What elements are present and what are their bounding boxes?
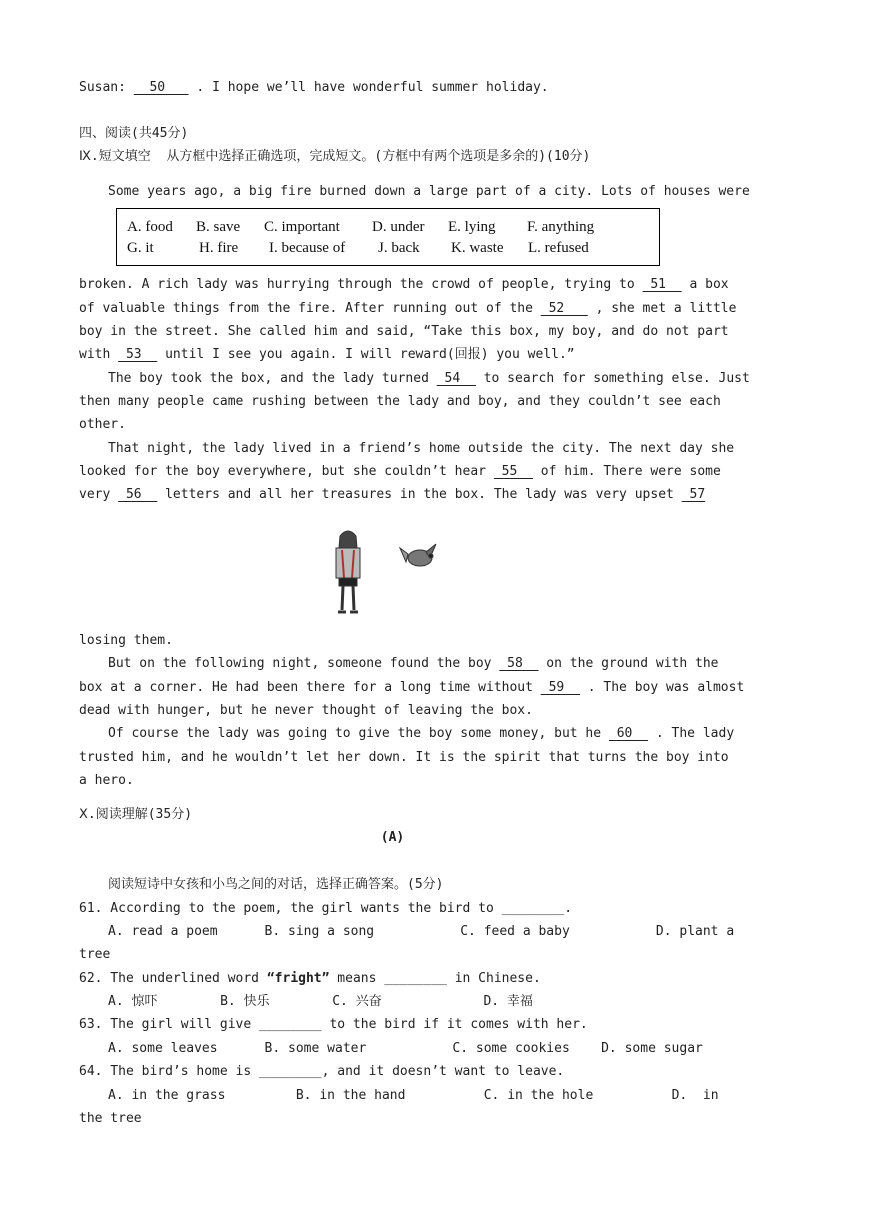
bird-icon xyxy=(400,544,436,566)
options-64: A. in the grass B. in the hand C. in the hole D. in xyxy=(108,1088,719,1103)
option: F. anything xyxy=(527,219,595,235)
girl-and-bird-illustration xyxy=(322,526,446,626)
blank-51: 51 xyxy=(642,277,682,292)
passage-line-1: Some years ago, a big fire burned down a large part of a city. Lots of houses were xyxy=(108,184,750,199)
passage-line: boy in the street. She called him and said, “Take this box, my boy, and do not part xyxy=(79,324,729,339)
instruction: 阅读短诗中女孩和小鸟之间的对话，选择正确答案。(5分) xyxy=(108,877,444,892)
question-62: 62. The underlined word “fright” means ________ in Chinese. xyxy=(79,971,541,986)
part10-sub-title: (A) xyxy=(380,830,405,845)
passage-line: then many people came rushing between the lady and boy, and they couldn’t see each xyxy=(79,394,721,409)
option: B. save xyxy=(196,219,241,235)
options-61: A. read a poem B. sing a song C. feed a baby D. plant a xyxy=(108,924,735,939)
part9-title: Ⅸ.短文填空 从方框中选择正确选项，完成短文。(方框中有两个选项是多余的)(10分) xyxy=(79,149,591,164)
dialogue-line: Susan: 50 . I hope we’ll have wonderful summer holiday. xyxy=(79,80,549,95)
blank-53: 53 xyxy=(118,347,158,362)
passage-line: trusted him, and he wouldn’t let her down. It is the spirit that turns the boy into xyxy=(79,750,729,765)
passage-line: very 56 letters and all her treasures in the box. The lady was very upset 57 xyxy=(79,487,706,502)
section-title: 四、阅读(共45分) xyxy=(79,126,189,141)
option-wrap: tree xyxy=(79,947,111,962)
passage-line: box at a corner. He had been there for a long time without 59 . The boy was almost xyxy=(79,680,745,695)
girl-icon xyxy=(336,531,360,612)
passage-line: But on the following night, someone found the boy 58 on the ground with the xyxy=(108,656,719,671)
option: K. waste xyxy=(451,240,504,256)
blank-58: 58 xyxy=(499,656,539,671)
option: H. fire xyxy=(199,240,239,256)
underlined-word: “fright” xyxy=(266,971,330,986)
passage-line: broken. A rich lady was hurrying through the crowd of people, trying to 51 a box xyxy=(79,277,729,292)
passage-line: dead with hunger, but he never thought of leaving the box. xyxy=(79,703,533,718)
passage-line: with 53 until I see you again. I will reward(回报) you well.” xyxy=(79,347,575,362)
options-box xyxy=(116,208,660,266)
passage-line: That night, the lady lived in a friend’s home outside the city. The next day she xyxy=(108,441,735,456)
blank-50: 50 xyxy=(149,80,166,95)
passage-line: losing them. xyxy=(79,633,173,648)
option: L. refused xyxy=(528,240,589,256)
option-wrap: the tree xyxy=(79,1111,142,1126)
options-63: A. some leaves B. some water C. some cookies D. some sugar xyxy=(108,1041,703,1056)
passage-line: Of course the lady was going to give the boy some money, but he 60 . The lady xyxy=(108,726,735,741)
blank-57: 57 xyxy=(681,487,706,502)
options-62: A. 惊吓 B. 快乐 C. 兴奋 D. 幸福 xyxy=(108,994,533,1009)
option: J. back xyxy=(378,240,420,256)
question-61: 61. According to the poem, the girl wants the bird to ________. xyxy=(79,901,573,916)
speaker: Susan: xyxy=(79,80,126,95)
passage-line: looked for the boy everywhere, but she couldn’t hear 55 of him. There were some xyxy=(79,464,721,479)
passage-line: The boy took the box, and the lady turned 54 to search for something else. Just xyxy=(108,371,750,386)
passage-line: a hero. xyxy=(79,773,134,788)
option: E. lying xyxy=(448,219,496,235)
passage-line: other. xyxy=(79,417,126,432)
blank-52: 52 xyxy=(540,301,588,316)
option: D. under xyxy=(372,219,425,235)
option: A. food xyxy=(127,219,173,235)
blank-54: 54 xyxy=(436,371,476,386)
blank-60: 60 xyxy=(608,726,649,741)
blank-55: 55 xyxy=(493,464,533,479)
part10-title: Ⅹ.阅读理解(35分) xyxy=(79,807,193,822)
blank-59: 59 xyxy=(540,680,580,695)
option: G. it xyxy=(127,240,154,256)
option: C. important xyxy=(264,219,340,235)
passage-line: of valuable things from the fire. After running out of the 52 , she met a little xyxy=(79,301,737,316)
blank-56: 56 xyxy=(118,487,158,502)
question-64: 64. The bird’s home is ________, and it doesn’t want to leave. xyxy=(79,1064,565,1079)
question-63: 63. The girl will give ________ to the bird if it comes with her. xyxy=(79,1017,588,1032)
option: I. because of xyxy=(269,240,346,256)
